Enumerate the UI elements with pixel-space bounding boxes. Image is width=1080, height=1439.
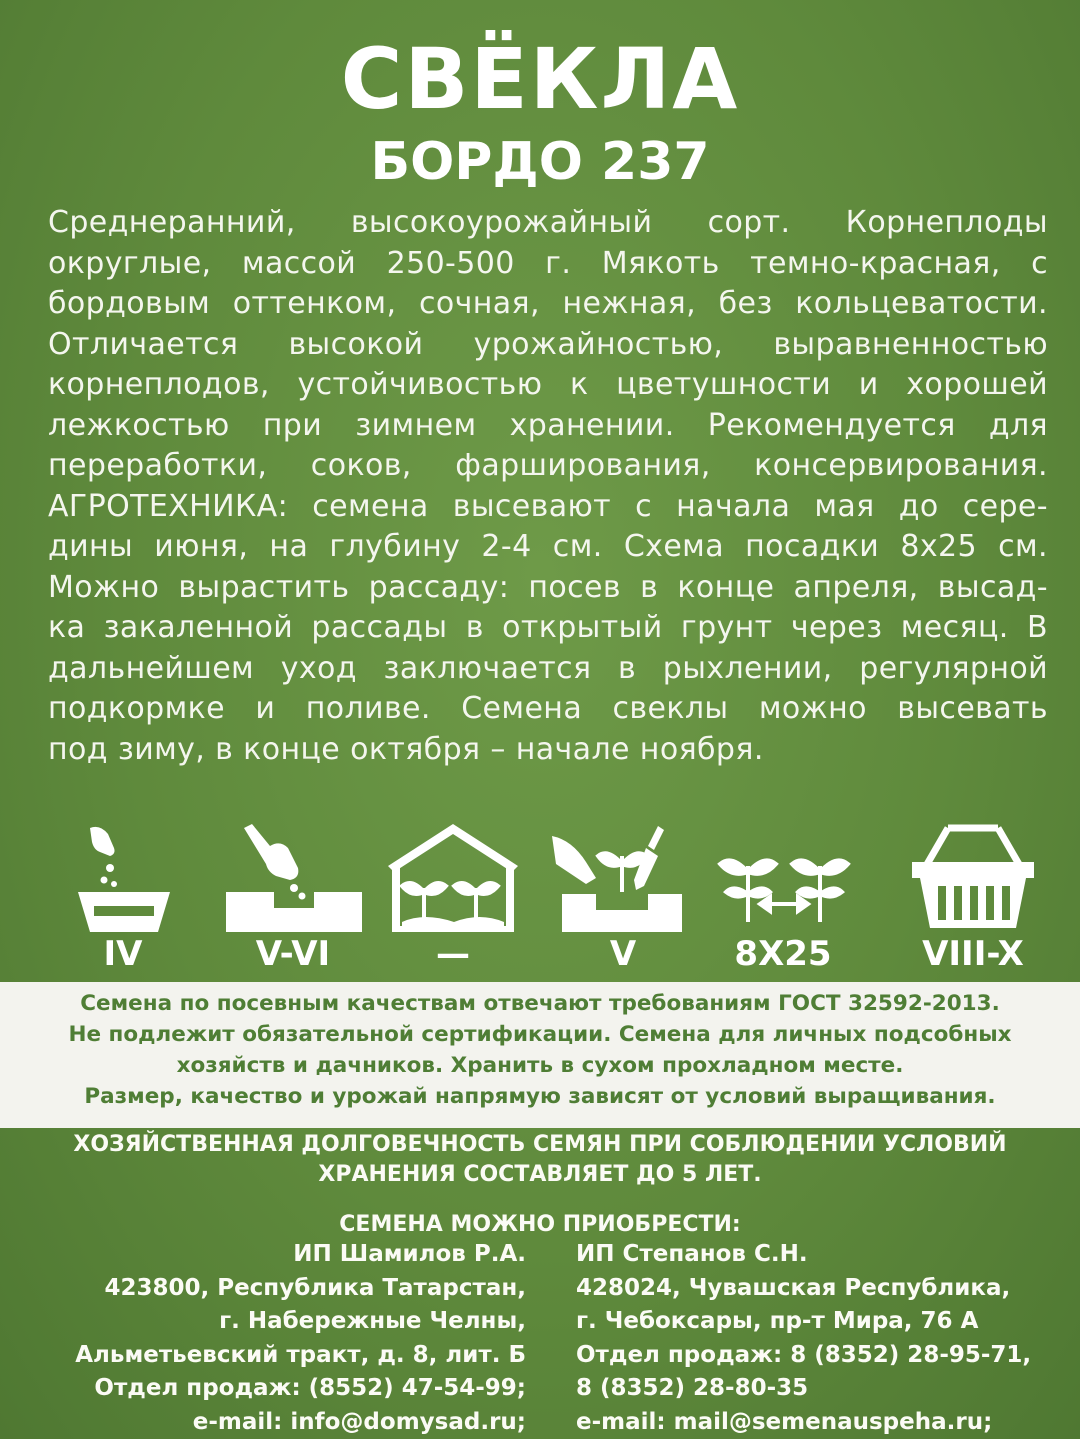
description-line: ка закаленной рассады в открытый грунт через месяц. В — [48, 610, 1048, 645]
planting-scheme-label: 8Х25 — [734, 934, 832, 974]
seller-left-line: ИП Шамилов Р.А. — [293, 1241, 526, 1267]
transplanting-item — [548, 822, 698, 982]
planting-scheme-item — [708, 822, 858, 982]
buy-heading: СЕМЕНА МОЖНО ПРИОБРЕСТИ: — [339, 1212, 741, 1237]
description-line: дины июня, на глубину 2-4 см. Схема посадки 8х25 см. — [48, 529, 1048, 564]
harvest-label: VIII-X — [922, 934, 1024, 974]
description-line: переработки, соков, фарширования, консервирования. — [48, 448, 1048, 483]
description-line: АГРОТЕХНИКА: семена высевают с начала мая до сере- — [48, 488, 1048, 524]
seller-left-line: г. Набережные Челны, — [219, 1308, 526, 1334]
description-line: корнеплодов, устойчивостью к цветушности и хорошей — [48, 367, 1048, 402]
transplanting-icon — [548, 822, 698, 932]
description-line: лежкостью при зимнем хранении. Рекомендуется для — [48, 407, 1048, 443]
description-line: подкормке и поливе. Семена свеклы можно высевать — [48, 691, 1048, 726]
certification-line: Не подлежит обязательной сертификации. Семена для личных подсобных — [68, 1022, 1012, 1047]
greenhouse-icon — [378, 822, 528, 932]
description-line: дальнейшем уход заключается в рыхлении, регулярной — [48, 650, 1048, 686]
certification-line: Размер, качество и урожай напрямую зависят от условий выращивания. — [84, 1084, 996, 1109]
description-line: округлые, массой 250-500 г. Мякоть темно-красная, с — [48, 245, 1048, 281]
description — [48, 203, 1048, 770]
seller-right-line: ИП Степанов С.Н. — [576, 1241, 808, 1267]
seller-right-line: 8 (8352) 28-80-35 — [576, 1375, 809, 1401]
durability-line: ХРАНЕНИЯ СОСТАВЛЯЕТ ДО 5 ЛЕТ. — [318, 1162, 762, 1187]
seller-right-line: г. Чебоксары, пр-т Мира, 76 А — [576, 1308, 979, 1334]
greenhouse-label: — — [436, 934, 470, 974]
description-line: бордовым оттенком, сочная, нежная, без кольцеватости. — [48, 286, 1048, 321]
description-line: под зиму, в конце октября – начале ноября. — [48, 731, 764, 767]
product-title: СВЁКЛА — [340, 30, 740, 128]
seller-right-line: Отдел продаж: 8 (8352) 28-95-71, — [576, 1341, 1032, 1368]
sowing-seedlings-item — [48, 822, 198, 982]
description-line: Отличается высокой урожайностью, выравненностью — [48, 326, 1048, 362]
harvest-basket-icon — [898, 822, 1048, 932]
certification-line: хозяйств и дачников. Хранить в сухом прохладном месте. — [176, 1053, 904, 1078]
seller-right — [576, 1238, 1031, 1439]
seller-right-email: e-mail: mail@semenauspeha.ru; — [576, 1408, 993, 1435]
durability-line: ХОЗЯЙСТВЕННАЯ ДОЛГОВЕЧНОСТЬ СЕМЯН ПРИ СОБЛЮДЕНИИ УСЛОВИЙ — [73, 1132, 1007, 1157]
sowing-open-ground-label: V-VI — [255, 934, 331, 974]
certification-band — [0, 982, 1080, 1128]
certification-line: Семена по посевным качествам отвечают требованиям ГОСТ 32592-2013. — [80, 991, 1000, 1016]
seller-left-line: 423800, Республика Татарстан, — [104, 1274, 526, 1301]
description-line: Можно вырастить рассаду: посев в конце апреля, высад- — [48, 569, 1048, 605]
seller-left-line: Альметьевский тракт, д. 8, лит. Б — [75, 1341, 526, 1368]
variety-name: БОРДО 237 — [370, 132, 710, 192]
seller-right-line: 428024, Чувашская Республика, — [576, 1274, 1011, 1301]
durability-note — [0, 1130, 1080, 1190]
seller-left — [75, 1238, 526, 1439]
seller-left-line: Отдел продаж: (8552) 47-54-99; — [94, 1375, 526, 1401]
description-line: Среднеранний, высокоурожайный сорт. Корнеплоды — [48, 205, 1048, 240]
harvest-item — [898, 822, 1048, 982]
seller-left-email: e-mail: info@domysad.ru; — [192, 1408, 526, 1435]
sowing-seedlings-label: IV — [103, 934, 143, 974]
planting-scheme-icon — [708, 822, 858, 932]
greenhouse-item — [378, 822, 528, 982]
sowing-seedlings-pot-icon — [48, 822, 198, 932]
sowing-open-ground-icon — [218, 822, 368, 932]
transplanting-label: V — [609, 934, 637, 974]
growing-calendar — [48, 822, 1048, 982]
sowing-open-ground-item — [218, 822, 368, 982]
